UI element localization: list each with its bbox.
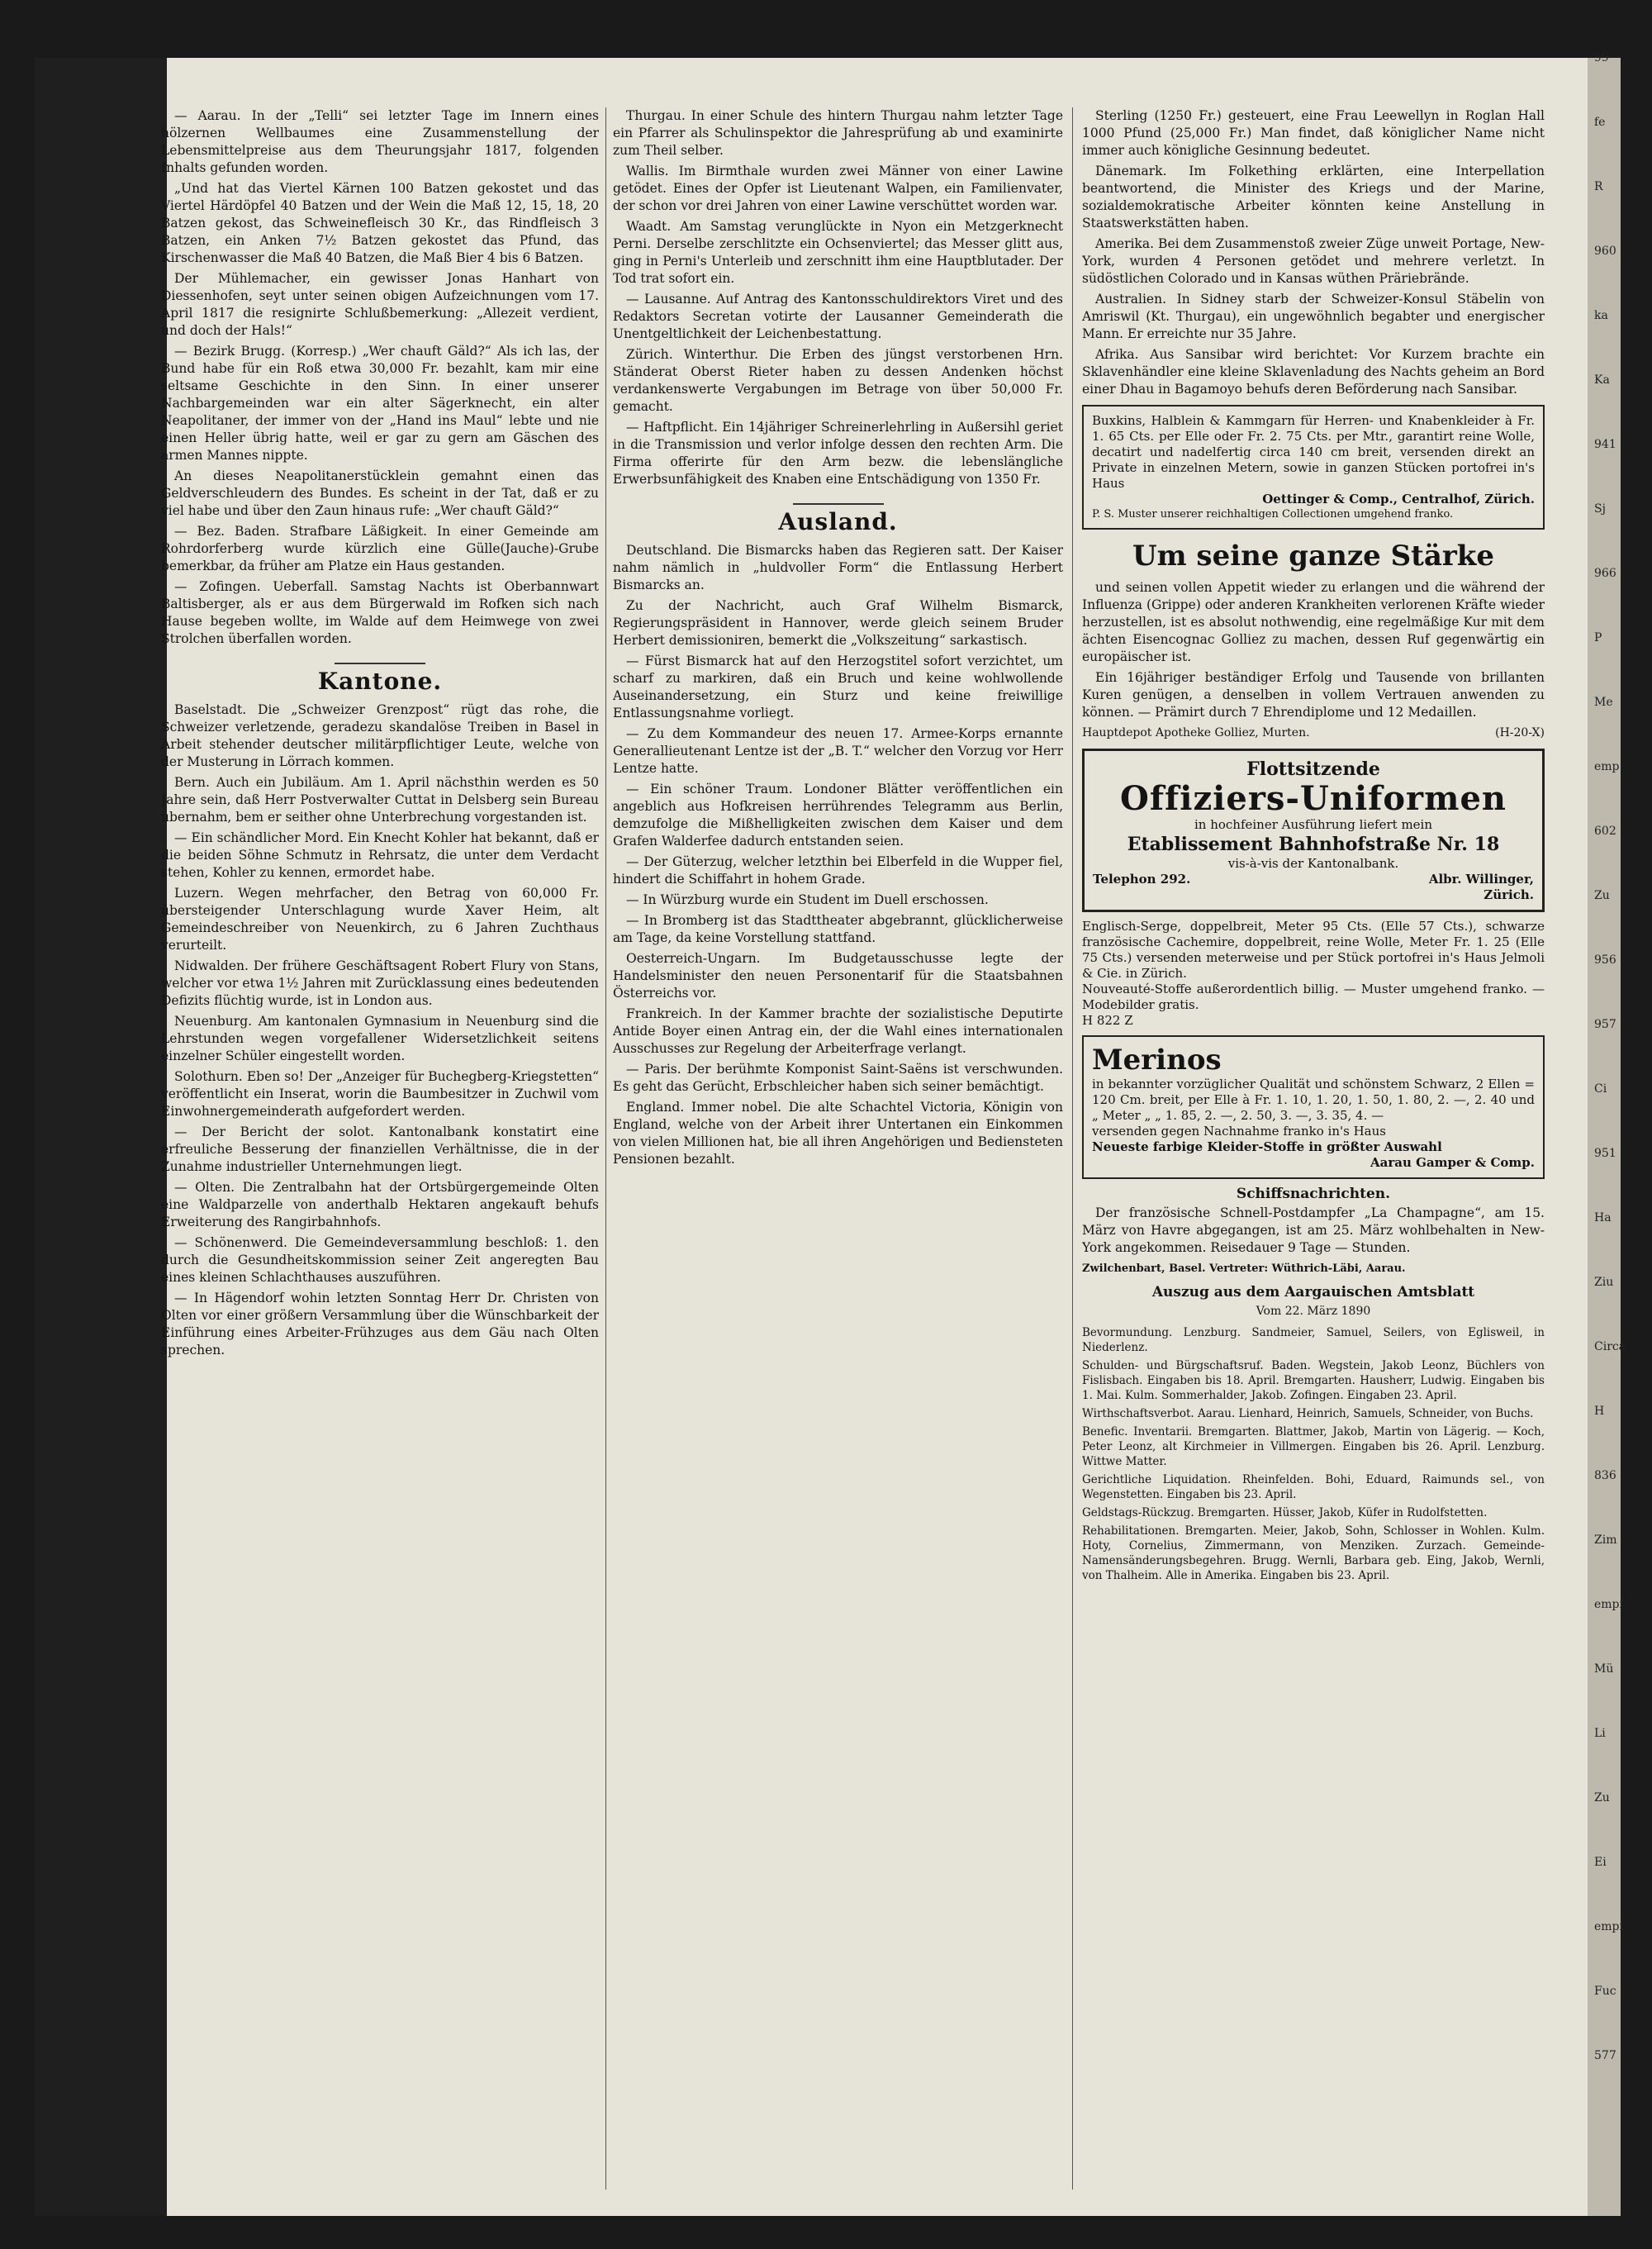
edge-fragment: ka [1594,309,1608,322]
edge-fragment: Circa [1594,1340,1626,1353]
section-divider [335,663,425,664]
amtsblatt [1082,1284,1545,1583]
section-title: Ausland. [778,508,898,535]
ad-merinos-firm2: Aarau Gamper & Comp. [1370,1155,1535,1170]
amtsblatt-entry: Rehabilitationen. Bremgarten. Meier, Jakob, Sohn, Schlosser in Wohlen. Kulm. Hoty, Cornelius, Zimmermann, von Menziken. Zurzach. Gemeinde-Namensänderungsbegehren. Brugg. Wernli, Barbara geb. Eing, Jakob, Wernli, von Thalheim. Alle in Amerika. Eingaben bis 23. April. [1082,1524,1545,1582]
amtsblatt-entry: Gerichtliche Liquidation. Rheinfelden. Bohi, Eduard, Raimunds sel., von Wegenstetten. Eingaben bis 23. April. [1082,1473,1545,1501]
article-solothurn: Solothurn. Eben so! Der „Anzeiger für Buchegberg-Kriegstetten“ veröffentlicht ein Inserat, worin die Baumbesitzer in Zuchwil vom Einwohnergemeinderath aufgefordert werden. [161,1069,599,1119]
edge-fragment: P [1594,631,1602,644]
article-bismarck-wilhelm: Zu der Nachricht, auch Graf Wilhelm Bismarck, Regierungspräsident in Hannover, werde gleich seinem Bruder Herbert demissioniren, bemerkt die „Volkszeitung“ sarkastisch. [613,598,1063,648]
ad-eisencognac-title: Um seine ganze Stärke [1132,540,1495,573]
ad-eisencognac-footer: Hauptdepot Apotheke Golliez, Murten. [1082,726,1310,739]
edge-fragment: 966 [1594,567,1616,580]
ad-uniformen-line1: Flottsitzende [1246,758,1380,780]
article-lausanne: — Lausanne. Auf Antrag des Kantonsschuldirektors Viret und des Redaktors Secretan votirte der Lausanner Gemeinderath die Unentgeltlichkeit der Leichenbestattung. [613,292,1063,341]
ad-jelmoli [1082,919,1545,1029]
edge-fragment: empf [1594,1920,1624,1933]
article-haegendorf: — In Hägendorf wohin letzten Sonntag Herr Dr. Christen von Olten vor einer größern Versammlung über die Wünschbarkeit der Einführung eines Arbeiter-Frühzuges aus dem Gäu nach Olten sprechen. [161,1291,599,1357]
ad-jelmoli-body2: Nouveauté-Stoffe außerordentlich billig. — Muster umgehend franko. — Modebilder gratis. [1082,982,1545,1012]
edge-fragment: 957 [1594,1018,1616,1031]
ship-news-body: Der französische Schnell-Postdampfer „La Champagne“, am 15. März von Havre abgegangen, ist am 25. März wohlbehalten in New-York angekommen. Reisedauer 9 Tage — Stunden. [1082,1205,1545,1255]
article-australien: Australien. In Sidney starb der Schweizer-Konsul Stäbelin von Amriswil (Kt. Thurgau), ein ungewöhnlich begabter und energischer Mann. Er erreichte nur 35 Jahre. [1082,292,1545,341]
article-sterling: Sterling (1250 Fr.) gesteuert, eine Frau Leewellyn in Roglan Hall 1000 Pfund (25,000 Fr.) Man findet, daß königlicher Name nicht immer auch königliche Gesinnung bedeutet. [1082,108,1545,158]
section-title: Kantone. [317,668,443,695]
article-aarau-note: Der Mühlemacher, ein gewisser Jonas Hanhart von Diessenhofen, seyt unter seinen obigen Aufzeichnungen vom 17. April 1817 die resignirte Schlußbemerkung: „Allezeit verdient, und doch der Hals!“ [161,271,599,338]
article-wuerzburg: — In Würzburg wurde ein Student im Duell erschossen. [626,892,989,907]
column-rule-1 [605,107,606,2190]
edge-fragment: Mü [1594,1662,1614,1676]
amtsblatt-entry: Schulden- und Bürgschaftsruf. Baden. Wegstein, Jakob Leonz, Büchlers von Fislisbach. Eingaben bis 18. April. Bremgarten. Hausherr, Ludwig. Eingaben bis 1. Mai. Kulm. Sommerhalder, Jakob. Zofingen. Eingaben 23. April. [1082,1359,1545,1402]
article-bromberg: — In Bromberg ist das Stadttheater abgebrannt, glücklicherweise am Tage, da keine Vorstellung stattfand. [613,913,1063,945]
ad-buxkins-ps: P. S. Muster unserer reichhaltigen Collectionen umgehend franko. [1092,508,1454,521]
edge-fragment: Ei [1594,1856,1607,1869]
ad-uniformen-line3: vis-à-vis der Kantonalbank. [1227,856,1399,871]
ad-eisencognac-body: und seinen vollen Appetit wieder zu erlangen und die während der Influenza (Grippe) oder anderen Krankheiten verlorenen Kräfte wieder herzustellen, ist es absolut nothwendig, eine regelmäßige Kur mit dem ächten Eisencognac Golliez zu machen, dessen Ruf gegenwärtig ein europäischer ist. [1082,580,1545,664]
article-baselstadt: Baselstadt. Die „Schweizer Grenzpost“ rügt das rohe, die Schweizer verletzende, geradezu skandalöse Treiben in Basel in Arbeit stehender deutscher militärpflichtiger Leute, welche von der Musterung in Lörrach kommen. [161,702,599,769]
article-aarau: — Aarau. In der „Telli“ sei letzter Tage im Innern eines hölzernen Wellbaumes eine Zusammenstellung der Lebensmittelpreise aus dem Theurungsjahr 1817, folgenden Inhalts gefunden worden. [161,108,599,175]
edge-fragment: H [1594,1405,1605,1418]
ad-uniformen-phone: Telephon 292. [1093,872,1191,887]
article-aarau-prices: „Und hat das Viertel Kärnen 100 Batzen gekostet und das Viertel Härdöpfel 40 Batzen und der Wein die Maß 12, 15, 18, 20 Batzen gekost, das Schweinefleisch 30 Kr., das Rindfleisch 3 Batzen, ein Anken 7½ Batzen gekostet das Pfund, das Kirschenwasser die Maß 40 Batzen, die Maß Bier 4 bis 6 Batzen. [161,181,599,265]
ad-buxkins [1082,405,1545,530]
edge-fragment: Li [1594,1727,1606,1740]
edge-fragment: 577 [1594,2049,1616,2062]
article-daenemark: Dänemark. Im Folkething erklärten, eine Interpellation beantwortend, die Minister des Kriegs und der Marine, sozialdemokratische Arbeiter könnten keine Anstellung in Staatswerkstätten haben. [1082,164,1545,231]
edge-fragment: 960 [1594,245,1616,258]
ad-uniformen [1082,749,1545,912]
ad-eisencognac-body2: Ein 16jähriger beständiger Erfolg und Tausende von brillanten Kuren genügen, a denselben in vollem Vertrauen anwenden zu können. — Prämirt durch 7 Ehrendiplome und 12 Medaillen. [1082,670,1545,720]
ad-jelmoli-code: H 822 Z [1082,1013,1133,1028]
article-nidwalden: Nidwalden. Der frühere Geschäftsagent Robert Flury von Stans, welcher vor etwa 1½ Jahren mit Zurücklassung eines bedeutenden Defizits flüchtig wurde, ist in London aus. [161,958,599,1008]
ship-news-title: Schiffsnachrichten. [1236,1186,1391,1202]
ship-news-agent: Zwilchenbart, Basel. Vertreter: Wüthrich-Läbi, Aarau. [1082,1262,1406,1275]
article-frankreich: Frankreich. In der Kammer brachte der sozialistische Deputirte Antide Boyer einen Antrag ein, der die Wahl eines internationalen Ausschusses zur Regelung der Arbeiterfrage verlangt. [613,1006,1063,1056]
ad-merinos-title: Merinos [1092,1044,1222,1077]
ad-merinos-firm: Neueste farbige Kleider-Stoffe in größter Auswahl [1092,1139,1442,1154]
column-rule-2 [1072,107,1073,2190]
article-amerika: Amerika. Bei dem Zusammenstoß zweier Züge unweit Portage, New-York, wurden 4 Personen getödet und mehrere verletzt. In südöstlichen Colorado und in Kansas wüthen Präriebrände. [1082,236,1545,286]
edge-fragment: 941 [1594,438,1616,451]
amtsblatt-entry: Geldstags-Rückzug. Bremgarten. Hüsser, Jakob, Küfer in Rudolfstetten. [1082,1506,1488,1519]
article-bern-mord: — Ein schändlicher Mord. Ein Knecht Kohler hat bekannt, daß er die beiden Söhne Schmutz in Rehrsatz, die unter dem Verdacht stehen, Kohler zu kennen, ermordet habe. [161,830,599,880]
amtsblatt-entry: Bevormundung. Lenzburg. Sandmeier, Samuel, Seilers, von Eglisweil, in Niederlenz. [1082,1326,1545,1354]
amtsblatt-entry: Benefic. Inventarii. Bremgarten. Blattmer, Jakob, Martin von Lägerig. — Koch, Peter Leonz, alt Kirchmeier in Villmergen. Eingaben bis 26. April. Lenzburg. Wittwe Matter. [1082,1425,1545,1468]
edge-fragment: 956 [1594,953,1616,967]
ad-eisencognac-code: (H-20-X) [1495,726,1545,739]
article-paris: — Paris. Der berühmte Komponist Saint-Saëns ist verschwunden. Es geht das Gerücht, Erbschleicher haben sich seiner bemächtigt. [613,1062,1063,1094]
ad-merinos-body2: versenden gegen Nachnahme franko in's Haus [1092,1124,1386,1139]
edge-fragment: Sj [1594,502,1606,516]
article-bern: Bern. Auch ein Jubiläum. Am 1. April nächsthin werden es 50 Jahre sein, daß Herr Postverwalter Cuttat in Delsberg sein Bureau übernahm, bem er seither ohne Unterbrechung vorgestanden ist. [161,775,599,825]
edge-fragment: Ha [1594,1211,1612,1224]
article-gueterzug: — Der Güterzug, welcher letzthin bei Elberfeld in die Wupper fiel, hindert die Schiffahrt in hohem Grade. [613,854,1063,887]
adjacent-page-edge [1594,50,1652,2198]
ad-uniformen-city: Zürich. [1483,887,1534,902]
edge-fragment: R [1594,180,1603,193]
ad-buxkins-firm: Oettinger & Comp., Centralhof, Zürich. [1262,492,1535,506]
ad-merinos-body: in bekannter vorzüglicher Qualität und schönstem Schwarz, 2 Ellen = 120 Cm. breit, per Elle à Fr. 1. 10, 1. 20, 1. 50, 1. 80, 2. —, 2. 40 und „ Meter „ „ 1. 85, 2. —, 2. 50, 3. —, 3. 35, 4. — [1092,1077,1535,1123]
article-wallis: Wallis. Im Birmthale wurden zwei Männer von einer Lawine getödet. Eines der Opfer ist Lieutenant Walpen, ein Familienvater, der schon vor drei Jahren von einer Lawine verschüttet worden war. [613,164,1063,213]
edge-fragment: 99 [1594,51,1609,64]
article-oesterreich: Oesterreich-Ungarn. Im Budgetausschusse legte der Handelsminister den neuen Personentarif für die Staatsbahnen Österreichs vor. [613,951,1063,1001]
article-zuerich: Zürich. Winterthur. Die Erben des jüngst verstorbenen Hrn. Ständerat Oberst Rieter haben zu dessen Andenken höchst verdankenswerte Vergabungen im Betrage von über 50,000 Fr. gemacht. [613,347,1063,414]
article-england: England. Immer nobel. Die alte Schachtel Victoria, Königin von England, welche von der Arbeit ihrer Untertanen ein Einkommen von vielen Millionen hat, bie all ihren Angehörigen und Bediensteten Pensionen bezahlt. [613,1100,1063,1167]
article-schoenenwerd: — Schönenwerd. Die Gemeindeversammlung beschloß: 1. den durch die Gesundheitskommission seiner Zeit angeregten Bau eines kleinen Schlachthauses auszuführen. [161,1235,599,1285]
article-brugg: — Bezirk Brugg. (Korresp.) „Wer chauft Gäld?“ Als ich las, der Bund habe für ein Roß etwa 30,000 Fr. bezahlt, kam mir eine seltsame Geschichte in den Sinn. In einer unserer Nachbargemeinden war ein alter Sägerknecht, ein alter Neapolitaner, der immer von der „Hand ins Maul“ lebte und nie einen Heller übrig hatte, weil er gar zu gern am Gäschen des armen Mannes nippte. [161,344,599,463]
ad-jelmoli-body: Englisch-Serge, doppelbreit, Meter 95 Cts. (Elle 57 Cts.), schwarze französische Cachemire, doppelbreit, reine Wolle, Meter Fr. 1. 25 (Elle 75 Cts.) versenden meterweise und per Stück portofrei in's Haus Jelmoli & Cie. in Zürich. [1082,919,1545,981]
edge-fragment: Zim [1594,1533,1617,1547]
edge-fragment: 836 [1594,1469,1616,1482]
article-armeekorps: — Zu dem Kommandeur des neuen 17. Armee-Korps ernannte Generallieutenant Lentze ist der „B. T.“ welcher den Vorzug vor Herr Lentze hatte. [613,726,1063,776]
edge-fragment: Zu [1594,1791,1610,1804]
edge-fragment: fe [1594,116,1606,129]
edge-fragment: 602 [1594,825,1616,838]
amtsblatt-title: Auszug aus dem Aargauischen Amtsblatt [1151,1284,1475,1300]
edge-fragment: empf [1594,1598,1624,1611]
article-zofingen: — Zofingen. Ueberfall. Samstag Nachts ist Oberbannwart Baltisberger, als er aus dem Bürgerwald im Rofken sich nach Hause begeben wollte, im Walde auf dem Heimwege von zwei Strolchen überfallen worden. [161,579,599,646]
newspaper-page [35,58,1611,2216]
article-haftpflicht: — Haftpflicht. Ein 14jähriger Schreinerlehrling in Außersihl geriet in die Transmission und verlor infolge dessen den rechten Arm. Die Firma offerirte für den Arm bezw. die lebenslängliche Erwerbsunfähigkeit des Knaben eine Entschädigung von 1350 Fr. [613,420,1063,487]
edge-fragment: Me [1594,696,1613,709]
edge-fragment: Ka [1594,373,1610,387]
edge-fragment: Ziu [1594,1276,1614,1289]
ad-uniformen-estab: Etablissement Bahnhofstraße Nr. 18 [1127,834,1500,855]
article-thurgau: Thurgau. In einer Schule des hintern Thurgau nahm letzter Tage ein Pfarrer als Schulinspektor die Jahresprüfung ab und examinirte zum Theil selber. [613,108,1063,158]
edge-fragment: Zu [1594,889,1610,902]
edge-fragment: Ci [1594,1082,1607,1096]
article-brugg-cont: An dieses Neapolitanerstücklein gemahnt einen das Geldverschleudern des Bundes. Es scheint in der Tat, daß er zu viel habe und über den Zaun hinaus rufe: „Wer chauft Gäld?“ [161,468,599,518]
ad-eisencognac-footer-row [1082,725,1545,742]
ad-buxkins-text: Buxkins, Halblein & Kammgarn für Herren- und Knabenkleider à Fr. 1. 65 Cts. per Elle oder Fr. 2. 75 Cts. per Mtr., garantirt reine Wolle, decatirt und nadelfertig circa 140 cm breit, versenden direkt an Private in einzelnen Metern, sowie in ganzen Stücken portofrei in's Haus [1092,413,1535,491]
section-divider [793,503,884,505]
edge-fragment: Fuc [1594,1985,1616,1998]
article-deutschland: Deutschland. Die Bismarcks haben das Regieren satt. Der Kaiser nahm nämlich in „huldvoller Form“ die Entlassung Herbert Bismarcks an. [613,543,1063,592]
amtsblatt-date: Vom 22. März 1890 [1256,1305,1371,1318]
article-fuerst-bismarck: — Fürst Bismarck hat auf den Herzogstitel sofort verzichtet, um scharf zu markiren, daß ein Bruch und keine wohlwollende Auseinandersetzung, ein Sturz und keine freiwillige Entlassungsnahme vorliegt. [613,654,1063,720]
article-luzern: Luzern. Wegen mehrfacher, den Betrag von 60,000 Fr. übersteigender Unterschlagung wurde Xaver Heim, alt Gemeindeschreiber von Neuenkirch, zu 6 Jahren Zuchthaus verurteilt. [161,886,599,953]
column-2 [613,107,1063,2190]
ad-uniformen-footer [1093,872,1534,887]
article-waadt: Waadt. Am Samstag verunglückte in Nyon ein Metzgerknecht Perni. Derselbe zerschlitzte ein Ochsenviertel; das Messer glitt aus, ging in Perni's Unterleib und zerschnitt ihm eine Hauptblutader. Der Tod trat sofort ein. [613,219,1063,286]
amtsblatt-entry: Wirthschaftsverbot. Aarau. Lienhard, Heinrich, Samuels, Schneider, von Buchs. [1082,1407,1534,1420]
article-baden: — Bez. Baden. Strafbare Läßigkeit. In einer Gemeinde am Rohrdorferberg wurde kürzlich eine Gülle(Jauche)-Grube bemerkbar, da früher am Platze ein Haus gestanden. [161,524,599,573]
ad-merinos [1082,1035,1545,1179]
ad-uniformen-title: Offiziers-Uniformen [1120,779,1507,818]
left-page-edge [35,58,167,2216]
article-neuenburg: Neuenburg. Am kantonalen Gymnasium in Neuenburg sind die Lehrstunden wegen vorgefallener Widersetzlichkeit seitens einzelner Schüler eingestellt worden. [161,1014,599,1063]
edge-fragment: 951 [1594,1147,1616,1160]
article-kantonalbank: — Der Bericht der solot. Kantonalbank konstatirt eine erfreuliche Besserung der finanziellen Verhältnisse, die in der Zunahme industrieller Unternehmungen liegt. [161,1124,599,1174]
ad-uniformen-name: Albr. Willinger, [1428,872,1534,887]
article-olten: — Olten. Die Zentralbahn hat der Ortsbürgergemeinde Olten eine Waldparzelle von anderthalb Hektaren angekauft behufs Erweiterung des Rangirbahnhofs. [161,1180,599,1229]
ship-news [1082,1186,1545,1277]
article-traum: — Ein schöner Traum. Londoner Blätter veröffentlichen ein angeblich aus Hofkreisen herrührendes Telegramm aus Berlin, demzufolge die Mißhelligkeiten zwischen dem Kaiser und dem Grafen Walderfee dadurch entstanden seien. [613,782,1063,849]
ad-eisencognac [1082,538,1545,742]
column-1 [161,107,599,2190]
section-heading-kantone [161,663,599,695]
section-heading-ausland [613,503,1063,535]
edge-fragment: emp [1594,760,1620,773]
article-afrika: Afrika. Aus Sansibar wird berichtet: Vor Kurzem brachte ein Sklavenhändler eine kleine Sklavenladung des Nachts geheim an Bord einer Dhau in Bagamoyo behufs deren Beförderung nach Sansibar. [1082,347,1545,397]
column-3 [1082,107,1545,2190]
ad-uniformen-line2: in hochfeiner Ausführung liefert mein [1194,817,1433,832]
